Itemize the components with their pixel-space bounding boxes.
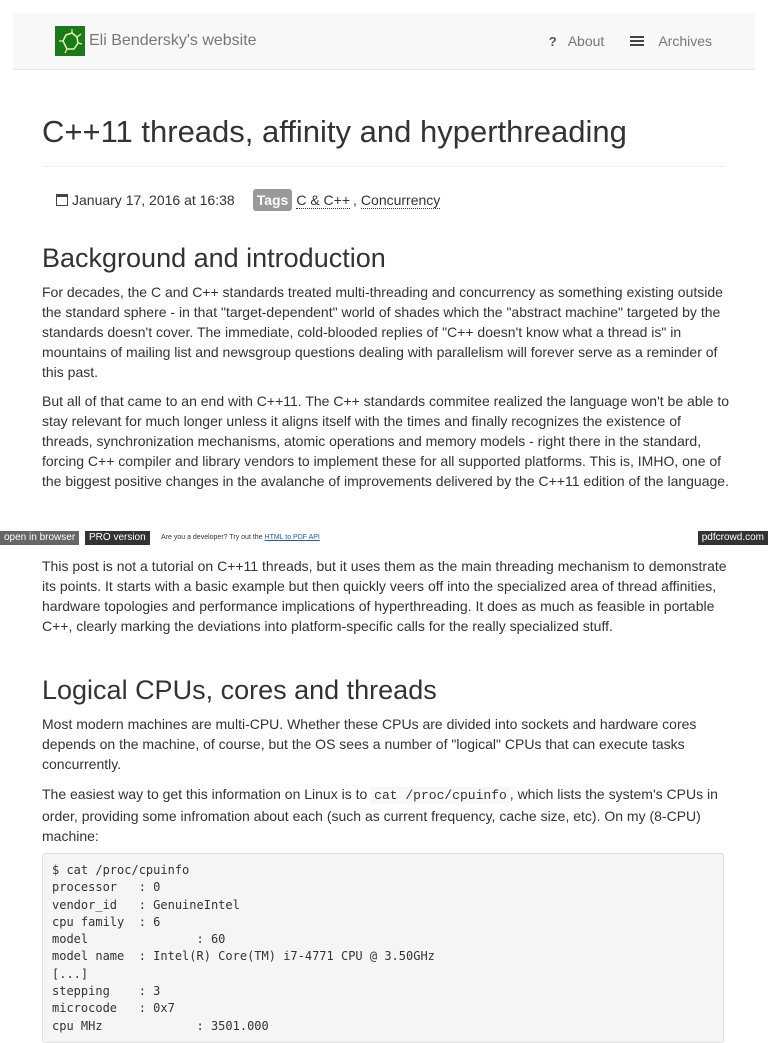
tags-badge: Tags bbox=[253, 189, 293, 211]
site-title: Eli Bendersky's website bbox=[89, 32, 257, 49]
tag-link-cpp[interactable]: C & C++ bbox=[296, 191, 351, 208]
title-divider bbox=[42, 166, 726, 167]
paragraph-cpu-1: Most modern machines are multi-CPU. Whether these CPUs are divided into sockets and hardware cores depends on the machine, of course, but the OS sees a number of "logical" CPUs that can execute tasks concurrently. bbox=[42, 716, 697, 772]
nav-archives-label: Archives bbox=[658, 33, 712, 49]
developer-promo bbox=[161, 531, 320, 545]
question-icon: ? bbox=[548, 33, 557, 49]
nav-archives-link[interactable] bbox=[630, 33, 712, 49]
pro-version-link[interactable]: PRO version bbox=[85, 531, 150, 545]
calendar-icon bbox=[56, 194, 68, 206]
html-to-pdf-api-link[interactable]: HTML to PDF API bbox=[264, 534, 320, 541]
post-meta bbox=[56, 188, 440, 212]
paragraph-bg-2: But all of that came to an end with C++11. The C++ standards commitee realized the language won't be able to stay relevant for much longer unless it aligns itself with the times and finally recognizes the existence of threads, synchronization mechanisms, atomic operations and memory models - right there in the standard, forcing C++ compiler and library vendors to implement these for all supported platforms. This is, IMHO, one of the biggest positive changes in the avalanche of improvements delivered by the C++11 edition of the language. bbox=[42, 393, 730, 489]
code-block-cpuinfo: $ cat /proc/cpuinfo processor : 0 vendor_id : GenuineIntel cpu family : 6 model : 60 model name : Intel(R) Core(TM) i7-4771 CPU @ 3.50GHz [...] stepping : 3 microcode : 0x7 cpu MHz : 3501.000 bbox=[42, 853, 724, 1043]
nav-links bbox=[549, 13, 712, 69]
tag-separator: , bbox=[353, 192, 357, 208]
developer-promo-text: Are you a developer? Try out the bbox=[161, 534, 265, 541]
pdfcrowd-bar bbox=[0, 531, 768, 545]
section-heading-background: Background and introduction bbox=[42, 243, 386, 273]
page-title: C++11 threads, affinity and hyperthreading bbox=[42, 114, 627, 149]
list-icon bbox=[630, 35, 644, 47]
paragraph-bg-3: This post is not a tutorial on C++11 threads, but it uses them as the main threading mechanism to demonstrate its points. It starts with a basic example but then quickly veers off into the specialized area of thread affinities, hardware topologies and performance implications of hyperthreading. It does as much as feasible in portable C++, clearly marking the deviations into platform-specific calls for the really specialized stuff. bbox=[42, 558, 727, 634]
navbar bbox=[13, 13, 755, 70]
pdfcrowd-site-link[interactable]: pdfcrowd.com bbox=[698, 531, 768, 545]
paragraph-cpu-2-start: The easiest way to get this information on Linux is to bbox=[42, 786, 372, 802]
section-heading-logical-cpus: Logical CPUs, cores and threads bbox=[42, 675, 437, 705]
paragraph-cpu-2-end: , which lists the system's CPUs in order, providing some infromation about each (such as current frequency, cache size, etc). On my (8-CPU) machine: bbox=[42, 786, 718, 844]
brand-link[interactable] bbox=[55, 25, 257, 57]
open-in-browser-link[interactable]: open in browser bbox=[0, 531, 79, 545]
inline-code-cpuinfo: cat /proc/cpuinfo bbox=[371, 787, 510, 804]
nav-about-link[interactable] bbox=[549, 33, 605, 49]
paragraph-cpu-2 bbox=[42, 784, 732, 846]
tag-link-concurrency[interactable]: Concurrency bbox=[360, 191, 441, 208]
post-date: January 17, 2016 at 16:38 bbox=[72, 192, 235, 208]
nav-about-label: About bbox=[567, 33, 605, 49]
paragraph-bg-1: For decades, the C and C++ standards treated multi-threading and concurrency as something existing outside the standard sphere - in that "target-dependent" world of shades which the "abstract machine" targeted by the standards doesn't cover. The immediate, cold-blooded replies of "C++ doesn't know what a thread is" in mountains of mailing list and newsgroup questions dealing with parallelism will forever serve as a reminder of this past. bbox=[42, 284, 723, 380]
site-logo-icon bbox=[55, 26, 85, 56]
